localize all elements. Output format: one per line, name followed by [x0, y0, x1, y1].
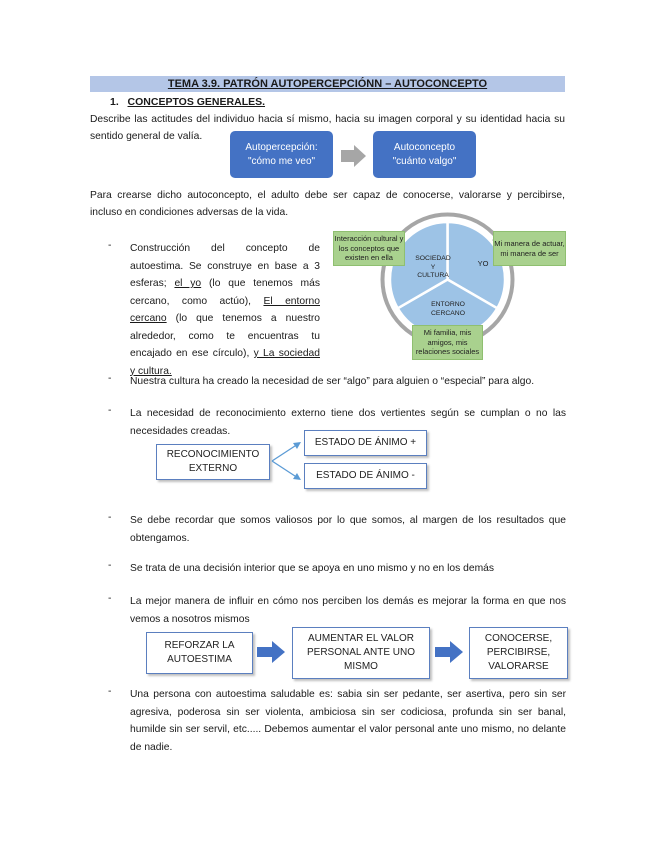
step2-l2: PERSONAL ANTE UNO: [307, 647, 415, 658]
autoconcepto-box: [373, 131, 476, 178]
autoconcepto-label: Autoconcepto: [393, 141, 456, 153]
b1-line3b: (lo que tenemos más: [201, 278, 320, 289]
autopercepcion-box: [230, 131, 333, 178]
sociedad-l1: SOCIEDAD: [415, 255, 451, 262]
segment-entorno-label: [426, 301, 470, 318]
autoconcepto-quote: "cuánto valgo": [392, 155, 457, 167]
step3-l2: PERCIBIRSE,: [486, 647, 551, 658]
b1-y-la-sociedad: y La sociedad: [253, 348, 320, 359]
section-heading-text: CONCEPTOS GENERALES.: [127, 96, 266, 108]
b1-el-yo: el yo: [174, 278, 202, 289]
bullet-6-text: La mejor manera de influir en cómo nos perciben los demás es mejorar la forma en que nos vemos a nosotros mismos: [130, 596, 566, 625]
split-arrows-icon: [270, 437, 304, 487]
b1-line3a: esferas;: [130, 278, 175, 289]
page-title: TEMA 3.9. PATRÓN AUTOPERCEPCIÓNN – AUTOCONCEPTO: [90, 76, 565, 92]
bullet-marker: -: [108, 512, 112, 523]
aumentar-valor-box: [292, 627, 430, 679]
step2-l1: AUMENTAR EL VALOR: [308, 633, 414, 644]
b1-el-entorno: El entorno: [263, 295, 320, 307]
section-number: 1.: [110, 96, 119, 108]
b1-line4a: cercano, como actúo),: [130, 295, 264, 307]
step1-l1: REFORZAR LA: [164, 640, 235, 651]
bullet-7-text: Una persona con autoestima saludable es: sabia sin ser pedante, ser asertiva, pero sin ser agresiva, poderosa sin ser violenta, ambiciosa sin ser codiciosa, profunda sin ser banal, humilde sin ser servil, etc..... Debemos aumentar el valor personal ante uno mismo, no delante de nadie.: [130, 689, 566, 753]
entorno-l2: CERCANO: [431, 309, 465, 317]
bullet-1-text: [130, 240, 320, 380]
bullet-marker: -: [108, 593, 112, 604]
bullet-2-text: Nuestra cultura ha creado la necesidad de ser “algo” para alguien o “especial” para algo.: [130, 376, 535, 387]
reconocimiento-l2: EXTERNO: [188, 463, 238, 474]
segment-sociedad-label: [409, 255, 457, 281]
b1-y-cultura: y cultura.: [130, 365, 172, 377]
step2-l3: MISMO: [344, 661, 378, 672]
conocerse-box: [469, 627, 568, 679]
blue-right-arrow-icon: [435, 641, 463, 663]
bullet-marker: -: [108, 560, 112, 571]
bullet-4-text: Se debe recordar que somos valiosos por lo que somos, al margen de los resultados que obtengamos.: [130, 515, 566, 544]
b1-line5b: (lo que tenemos a nuestro: [166, 313, 320, 324]
reconocimiento-externo-box: [156, 444, 270, 480]
b1-line1: Construcción del concepto de: [130, 243, 320, 254]
step1-l2: AUTOESTIMA: [167, 654, 232, 665]
b1-line7a: encajado en ese círculo),: [130, 348, 254, 359]
bullet-5-text: Se trata de una decisión interior que se apoya en uno mismo y no en los demás: [130, 563, 495, 574]
bullet-marker: -: [108, 405, 112, 416]
step3-l1: CONOCERSE,: [484, 633, 553, 644]
bullet-3-text: La necesidad de reconocimiento externo tiene dos vertientes según se cumplan o no las necesidades creadas.: [130, 408, 566, 437]
section-heading: [110, 96, 265, 108]
note-entorno: Mi familia, mis amigos, mis relaciones sociales: [412, 325, 483, 360]
segment-yo-label: YO: [477, 259, 489, 268]
intro-paragraph: Describe las actitudes del individuo hacia sí mismo, hacia su imagen corporal y su identidad hacia su sentido general de valía.: [90, 114, 565, 142]
note-cultural: Interacción cultural y los conceptos que existen en ella: [333, 231, 405, 266]
sociedad-l3: CULTURA: [417, 272, 449, 279]
blue-right-arrow-icon: [257, 641, 285, 663]
bullet-marker: -: [108, 373, 112, 384]
b1-line2: autoestima. Se construye en base a 3: [130, 260, 320, 272]
bullet-marker: -: [108, 686, 112, 697]
estado-animo-positivo-box: ESTADO DE ÁNIMO +: [304, 430, 427, 456]
sociedad-l2: Y: [430, 263, 436, 271]
b1-line6: alrededor, como te encuentras tu: [130, 330, 320, 342]
autopercepcion-label: Autopercepción:: [245, 141, 318, 153]
paragraph-2: Para crearse dicho autoconcepto, el adulto debe ser capaz de conocerse, valorarse y percibirse, incluso en condiciones adversas de la vida.: [90, 190, 565, 218]
reconocimiento-l1: RECONOCIMIENTO: [166, 449, 260, 460]
b1-cercano: cercano: [130, 313, 167, 324]
autopercepcion-quote: "cómo me veo": [247, 155, 316, 167]
bullet-marker: -: [108, 240, 112, 251]
estado-animo-negativo-box: ESTADO DE ÁNIMO -: [304, 463, 427, 489]
step3-l3: VALORARSE: [488, 661, 549, 672]
entorno-l1: ENTORNO: [431, 301, 465, 308]
note-yo: Mi manera de actuar, mi manera de ser: [493, 231, 566, 266]
reforzar-autoestima-box: [146, 632, 253, 674]
gray-right-arrow-icon: [341, 145, 366, 167]
